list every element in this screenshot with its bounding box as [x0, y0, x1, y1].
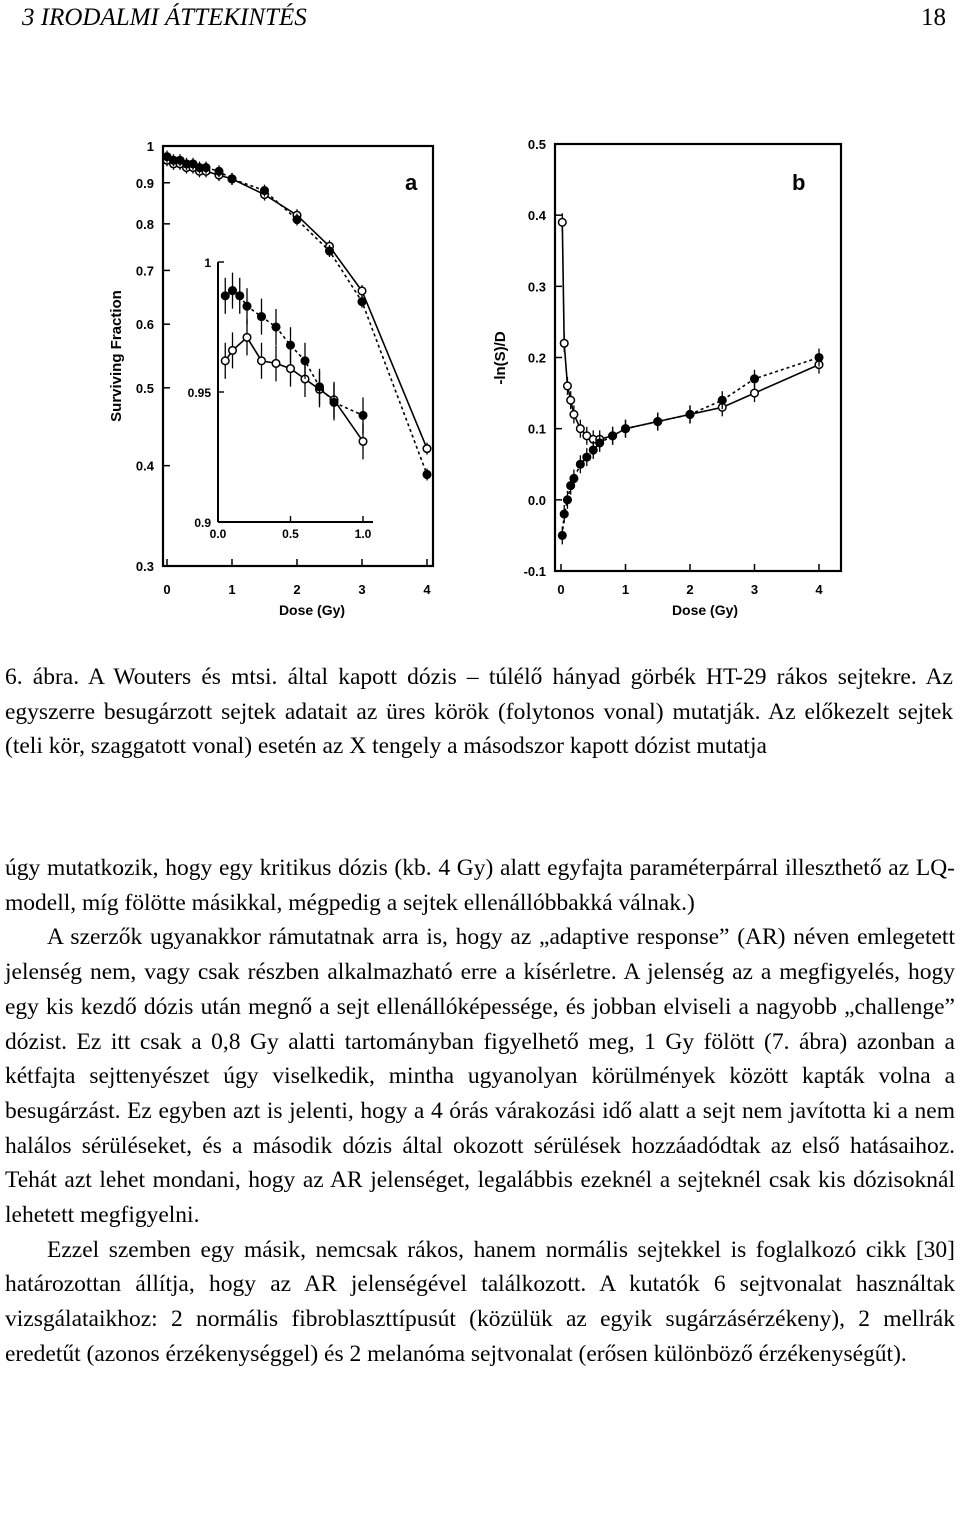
panel-a-filled-point	[358, 298, 366, 306]
inset-filled-point	[301, 357, 309, 365]
panel-b-open-point	[560, 339, 568, 347]
panel-a-ytick-label: 0.4	[135, 458, 154, 474]
inset-filled-point	[236, 292, 244, 300]
panel-b-open-point	[751, 389, 759, 397]
panel-b-filled-point	[560, 510, 568, 518]
panel-a-marks	[163, 151, 431, 481]
panel-a-xtick-label: 0	[163, 582, 171, 597]
panel-b-filled-point	[577, 460, 585, 468]
panel-b-filled-point	[589, 446, 597, 454]
panel-b-ytick-label: -0.1	[523, 564, 546, 579]
panel-a-filled-point	[261, 187, 269, 195]
panel-a-label: a	[405, 170, 418, 195]
panel-b-filled-point	[654, 418, 662, 426]
section-title: 3 IRODALMI ÁTTEKINTÉS	[22, 4, 307, 31]
panel-b-open-point	[577, 425, 585, 433]
panel-b-xticks	[557, 564, 823, 597]
panel-b-filled-point	[622, 425, 630, 433]
figure-6	[0, 125, 960, 630]
panel-b-open-point	[558, 218, 566, 226]
inset-open-point	[229, 347, 237, 355]
panel-a-xtick-label: 2	[293, 582, 301, 597]
inset-filled-point	[287, 341, 295, 349]
panel-b-filled-point	[570, 475, 578, 483]
figure-caption: 6. ábra. A Wouters és mtsi. által kapott dózis – túlélő hányad görbék HT-29 rákos sejtekre. Az egyszerre besugárzott sejtek adatait az üres körök (folytonos vonal) mutatják. Az előkezelt sejtek (teli kör, szaggatott vonal) esetén az X tengely a másodszor kapott dózist mutatja	[5, 664, 953, 759]
running-header	[10, 4, 946, 40]
panel-b-ytick-label: 0.5	[527, 137, 546, 152]
panel-a-inset	[188, 256, 373, 541]
panel-b-filled-point	[751, 375, 759, 383]
panel-a-ylabel: Surviving Fraction	[108, 290, 125, 422]
panel-a-yticks	[136, 139, 170, 574]
inset-open-point	[272, 360, 280, 368]
body-text	[5, 851, 955, 1372]
panel-b-filled-point	[558, 532, 566, 540]
panel-a-frame	[163, 146, 433, 566]
inset-open-point	[359, 438, 367, 446]
panel-b-filled-point	[815, 354, 823, 362]
panel-a-filled-point	[423, 471, 431, 479]
panel-b-filled-point	[718, 396, 726, 404]
panel-b-ytick-label: 0.1	[527, 421, 546, 437]
panel-b-filled-point	[596, 439, 604, 447]
panel-a-ytick-label: 1	[146, 139, 154, 154]
panel-a-ytick-label: 0.9	[135, 175, 154, 191]
panel-b-filled-point	[583, 453, 591, 461]
inset-open-point	[287, 365, 295, 373]
panel-a-xtick-label: 3	[358, 582, 366, 597]
panel-b-ytick-label: 0.4	[527, 208, 546, 224]
inset-filled-point	[221, 292, 229, 300]
inset-filled-point	[272, 323, 280, 331]
inset-open-point	[243, 334, 251, 342]
panel-a-ytick-label: 0.8	[135, 216, 154, 232]
panel-b-ytick-label: 0.0	[527, 492, 546, 508]
inset-ytick-label: 1	[204, 256, 211, 270]
panel-a-filled-point	[215, 168, 223, 176]
inset-xtick-label: 0.5	[282, 527, 299, 541]
panel-b-frame	[555, 144, 841, 571]
panel-a-filled-point	[228, 175, 236, 183]
panel-a-open-point	[423, 445, 431, 453]
paragraph-1: úgy mutatkozik, hogy egy kritikus dózis (kb. 4 Gy) alatt egyfajta paraméterpárral illeszthető az LQ-modell, míg fölötte másikkal, mégpedig a sejtek ellenállóbbakká válnak.)	[5, 855, 955, 916]
panel-b-filled-point	[564, 496, 572, 504]
panel-b-filled-point	[686, 411, 694, 419]
inset-marks	[221, 273, 366, 460]
inset-open-line	[225, 337, 363, 441]
panel-b-xtick-label: 2	[686, 582, 694, 597]
inset-filled-point	[316, 383, 324, 391]
inset-xticks	[210, 516, 372, 541]
panel-b-xlabel: Dose (Gy)	[671, 602, 739, 618]
page-number: 18	[921, 4, 946, 31]
inset-xtick-label: 1.0	[354, 527, 372, 541]
panel-a-filled-point	[326, 247, 334, 255]
panel-b-label: b	[792, 170, 806, 195]
inset-filled-point	[229, 287, 237, 295]
panel-a-open-point	[358, 287, 366, 295]
panel-a-filled-point	[293, 216, 301, 224]
panel-a-ytick-label: 0.5	[135, 380, 154, 396]
inset-filled-point	[359, 412, 367, 420]
panel-b-ytick-label: 0.3	[527, 279, 546, 295]
inset-filled-point	[243, 302, 251, 310]
inset-ytick-label: 0.9	[194, 516, 211, 530]
inset-filled-point	[258, 313, 266, 321]
inset-open-point	[221, 357, 229, 365]
panel-b-ytick-label: 0.2	[527, 350, 546, 366]
panel-a-xlabel: Dose (Gy)	[278, 602, 346, 618]
panel-a-ytick-label: 0.6	[135, 317, 154, 333]
panel-b-xtick-label: 4	[815, 582, 823, 597]
panel-b-open-point	[567, 396, 575, 404]
inset-xtick-label: 0.0	[209, 527, 227, 541]
panel-b-yticks	[524, 137, 562, 579]
panel-a	[108, 139, 433, 618]
panel-b-xtick-label: 0	[557, 582, 565, 597]
panel-b-xtick-label: 1	[621, 582, 630, 597]
panel-a-xtick-label: 1	[228, 582, 236, 597]
paragraph-2: A szerzők ugyanakkor rámutatnak arra is, hogy az „adaptive response” (AR) néven emlegetett jelenség nem, vagy csak részben alkalmazható erre a kísérletre. A jelenség az a megfigyelés, hogy egy kis kezdő dózis után megnő a sejt ellenállóképessége, és jobban elviseli a nagyobb „challenge” dózist. Ez itt csak a 0,8 Gy alatti tartományban figyelhető meg, 1 Gy fölött (7. ábra) azonban a kétfajta sejttenyészet úgy viselkedik, mintha ugyanolyan körülmények között kapták volna a besugárzást. Ez egyben azt is jelenti, hogy a 4 órás várakozási idő alatt a sejt nem javította ki a nem halálos sérüléseket, és a második dózis által okozott sérülések hozzáadódtak az első hatásaihoz. Tehát azt lehet mondani, hogy az AR jelenséget, legalábbis ezeknél a sejteknél csak kis dózisoknál lehetett megfigyelni.	[5, 924, 955, 1229]
paragraph-3: Ezzel szemben egy másik, nemcsak rákos, hanem normális sejtekkel is foglalkozó cikk [30] határozottan állítja, hogy az AR jelenségével találkozott. A kutatók 6 sejtvonalat használtak vizsgálataikhoz: 2 normális fibroblaszttípusút (közülük az egyik sugárzásérzékeny), 2 mellrák eredetűt (azonos érzékenységgel) és 2 melanóma sejtvonalat (erősen különböző érzékenységűt).	[5, 1236, 955, 1367]
panel-b-open-line	[562, 222, 819, 439]
inset-ytick-label: 0.95	[187, 386, 211, 400]
panel-a-xtick-label: 4	[423, 582, 431, 597]
panel-a-open-line	[167, 160, 427, 448]
inset-filled-point	[330, 399, 338, 407]
panel-b-open-point	[570, 411, 578, 419]
panel-a-filled-point	[202, 164, 210, 172]
panel-b-ylabel: -ln(S)/D	[492, 331, 509, 385]
inset-open-point	[258, 357, 266, 365]
panel-a-ytick-label: 0.3	[135, 559, 154, 574]
panel-b-marks	[558, 213, 822, 544]
panel-b	[492, 137, 841, 618]
panel-b-filled-point	[609, 432, 617, 440]
panel-b-open-point	[564, 382, 572, 390]
panel-a-filled-line	[167, 157, 427, 475]
panel-b-xtick-label: 3	[750, 582, 759, 597]
panel-a-ytick-label: 0.7	[135, 263, 154, 279]
panel-a-xticks	[163, 559, 431, 597]
